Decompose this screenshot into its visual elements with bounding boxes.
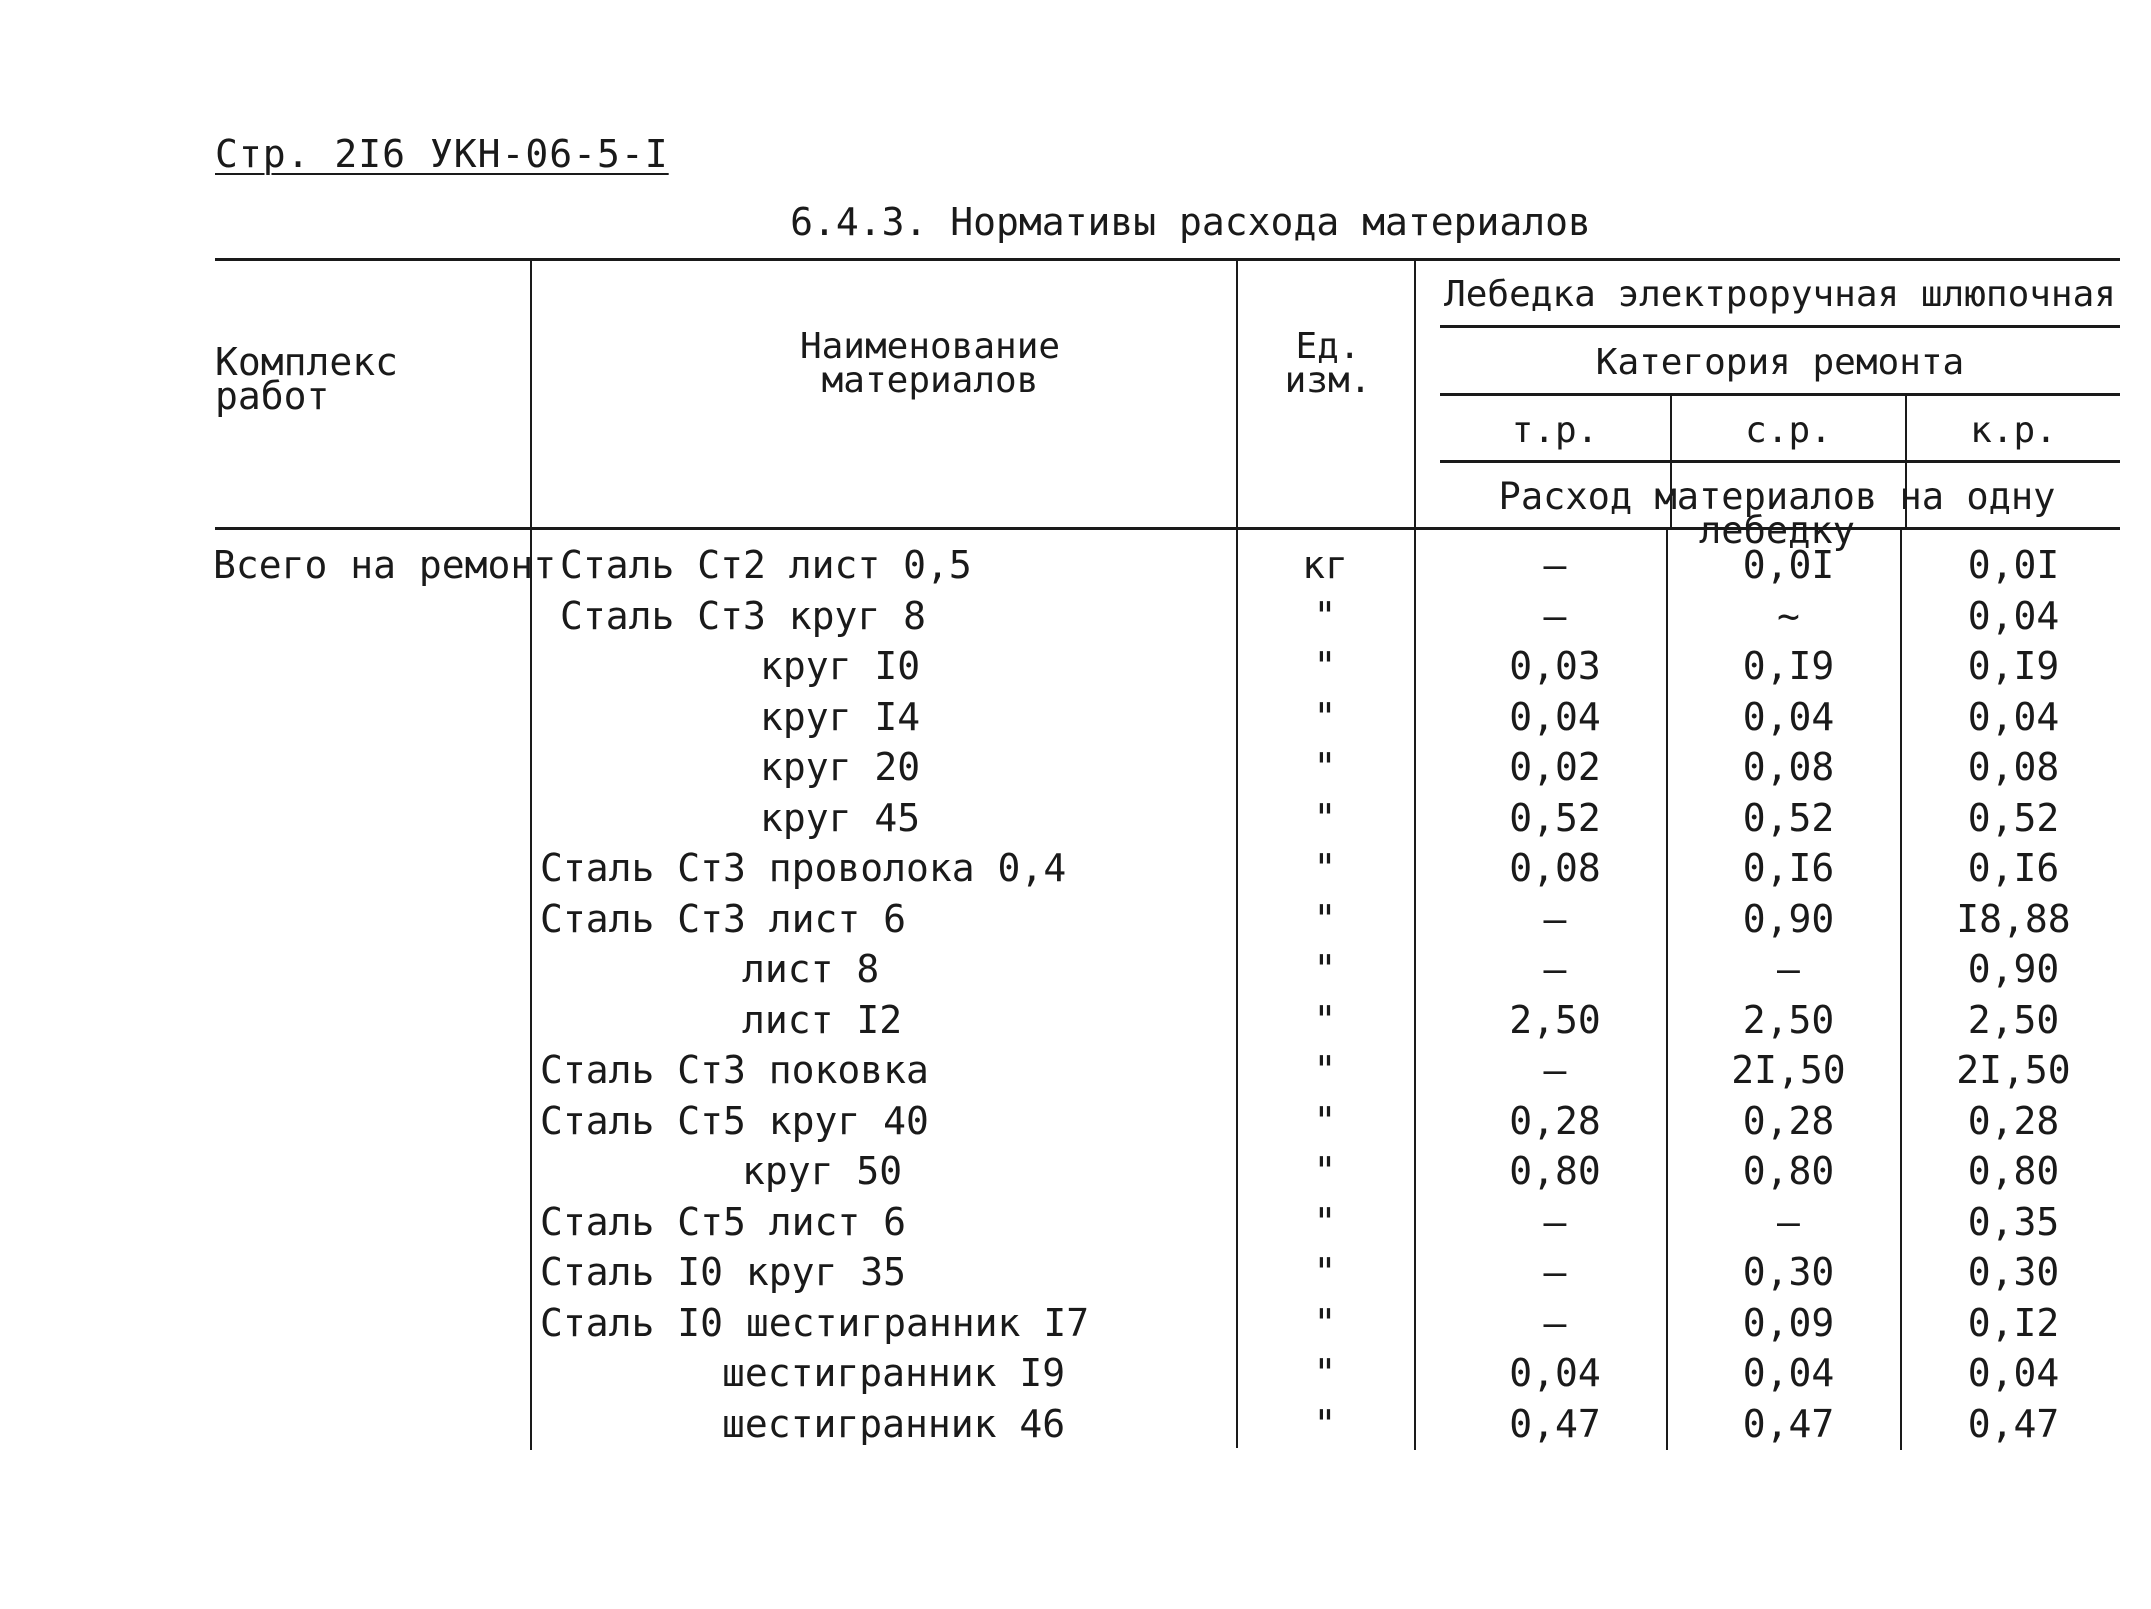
value-tr: 2,50 (1509, 997, 1601, 1042)
value-tr: 0,28 (1509, 1098, 1601, 1143)
material-name: Сталь Ст3 круг 8 (560, 593, 927, 638)
header-work: Комплекс работ (215, 340, 399, 418)
value-sr: – (1777, 947, 1800, 991)
value-kr: 0,08 (1967, 745, 2060, 789)
value-tr: – (1543, 1199, 1567, 1244)
material-name: Сталь Ст5 лист 6 (540, 1199, 907, 1244)
header-unit: Ед. изм. (1284, 326, 1372, 401)
header-cat-tr: т.р. (1511, 410, 1599, 451)
value-tr: 0,02 (1509, 745, 1601, 789)
value-tr: 0,52 (1509, 795, 1601, 840)
value-kr: 0,I2 (1967, 1300, 2060, 1345)
value-sr: 2,50 (1742, 997, 1835, 1042)
unit-cell: " (1313, 896, 1337, 941)
table-title: 6.4.3. Нормативы расхода материалов (790, 200, 1591, 244)
value-tr: 0,47 (1509, 1401, 1601, 1446)
value-kr: 0,90 (1967, 947, 2060, 991)
value-tr: – (1543, 1048, 1567, 1092)
material-name: круг I4 (760, 694, 921, 739)
header-group: Лебедка электроручная шлюпочная (1444, 274, 2116, 315)
header-cat-sr: с.р. (1745, 410, 1832, 451)
value-sr: 0,04 (1742, 1351, 1835, 1395)
material-name: лист 8 (742, 947, 880, 991)
unit-cell: " (1313, 846, 1337, 890)
value-kr: 0,52 (1967, 795, 2060, 840)
value-sr: 2I,50 (1731, 1048, 1846, 1092)
value-tr: 0,03 (1509, 644, 1601, 688)
material-name: Сталь Ст3 поковка (540, 1048, 929, 1092)
header-material: Наименование материалов (799, 326, 1061, 401)
material-name: круг 50 (742, 1149, 903, 1193)
value-sr: ~ (1777, 593, 1800, 638)
unit-cell: " (1313, 644, 1337, 688)
material-name: лист I2 (742, 997, 903, 1042)
col-divider-material (1236, 258, 1238, 1448)
work-label: Всего на ремонт (213, 543, 557, 587)
value-kr: 0,30 (1967, 1250, 2060, 1294)
material-name: Сталь Ст3 лист 6 (540, 896, 907, 941)
value-sr: 0,28 (1742, 1098, 1835, 1143)
unit-cell: " (1313, 997, 1337, 1042)
value-kr: I8,88 (1956, 896, 2071, 941)
page-reference: Стр. 2I6 УКН-06-5-I (215, 132, 669, 176)
unit-cell: " (1313, 1401, 1337, 1446)
value-sr: 0,80 (1742, 1149, 1835, 1193)
material-name: шестигранник 46 (722, 1401, 1066, 1446)
unit-cell: " (1313, 1149, 1337, 1193)
value-tr: – (1543, 947, 1567, 991)
unit-cell: " (1313, 593, 1337, 638)
material-name: круг I0 (760, 644, 921, 688)
value-tr: – (1543, 543, 1567, 587)
value-tr: – (1543, 896, 1567, 941)
value-kr: 0,I9 (1967, 644, 2060, 688)
value-sr: – (1777, 1199, 1800, 1244)
material-name: круг 20 (760, 745, 921, 789)
value-tr: 0,08 (1509, 846, 1601, 890)
value-tr: – (1543, 1250, 1567, 1294)
value-sr: 0,I6 (1742, 846, 1835, 890)
unit-cell: " (1313, 1098, 1337, 1143)
col-divider-unit (1414, 258, 1416, 1450)
value-sr: 0,04 (1742, 694, 1835, 739)
value-kr: 0,I6 (1967, 846, 2060, 890)
value-tr: – (1543, 593, 1567, 638)
unit-cell: " (1313, 1048, 1337, 1092)
material-name: Сталь Ст2 лист 0,5 (560, 543, 972, 587)
material-name: Сталь I0 круг 35 (540, 1250, 907, 1294)
header-consumption: Расход материалов на одну лебедку (1498, 475, 2056, 552)
value-kr: 0,35 (1967, 1199, 2060, 1244)
value-sr: 0,47 (1742, 1401, 1835, 1446)
col-divider-work (530, 258, 532, 1450)
table-top-rule (215, 258, 2120, 261)
value-sr: 0,0I (1742, 543, 1835, 587)
unit-cell: кг (1302, 543, 1348, 587)
value-tr: 0,04 (1509, 694, 1601, 739)
value-tr: 0,80 (1509, 1149, 1601, 1193)
unit-cell: " (1313, 1250, 1337, 1294)
category-rule (1440, 393, 2120, 396)
unit-cell: " (1313, 795, 1337, 840)
value-kr: 0,0I (1967, 543, 2060, 587)
unit-cell: " (1313, 745, 1337, 789)
value-sr: 0,08 (1742, 745, 1835, 789)
unit-cell: " (1313, 947, 1337, 991)
header-category: Категория ремонта (1595, 342, 1965, 383)
value-sr: 0,09 (1742, 1300, 1835, 1345)
repair-type-rule (1440, 460, 2120, 463)
value-tr: – (1543, 1300, 1567, 1345)
value-sr: 0,90 (1742, 896, 1835, 941)
unit-cell: " (1313, 694, 1337, 739)
material-name: круг 45 (760, 795, 921, 840)
value-sr: 0,30 (1742, 1250, 1835, 1294)
value-kr: 0,04 (1967, 593, 2060, 638)
material-name: Сталь Ст3 проволока 0,4 (540, 846, 1067, 890)
unit-cell: " (1313, 1351, 1337, 1395)
value-sr: 0,I9 (1742, 644, 1835, 688)
unit-cell: " (1313, 1300, 1337, 1345)
value-kr: 2I,50 (1956, 1048, 2071, 1092)
value-kr: 0,28 (1967, 1098, 2060, 1143)
value-kr: 0,04 (1967, 1351, 2060, 1395)
unit-cell: " (1313, 1199, 1337, 1244)
header-cat-kr: к.р. (1970, 410, 2057, 451)
material-name: Сталь Ст5 круг 40 (540, 1098, 929, 1143)
value-kr: 0,04 (1967, 694, 2060, 739)
value-kr: 0,80 (1967, 1149, 2060, 1193)
value-sr: 0,52 (1742, 795, 1835, 840)
material-name: шестигранник I9 (722, 1351, 1066, 1395)
group-rule (1440, 325, 2120, 328)
value-kr: 0,47 (1967, 1401, 2060, 1446)
value-kr: 2,50 (1967, 997, 2060, 1042)
value-tr: 0,04 (1509, 1351, 1601, 1395)
material-name: Сталь I0 шестигранник I7 (540, 1300, 1090, 1345)
